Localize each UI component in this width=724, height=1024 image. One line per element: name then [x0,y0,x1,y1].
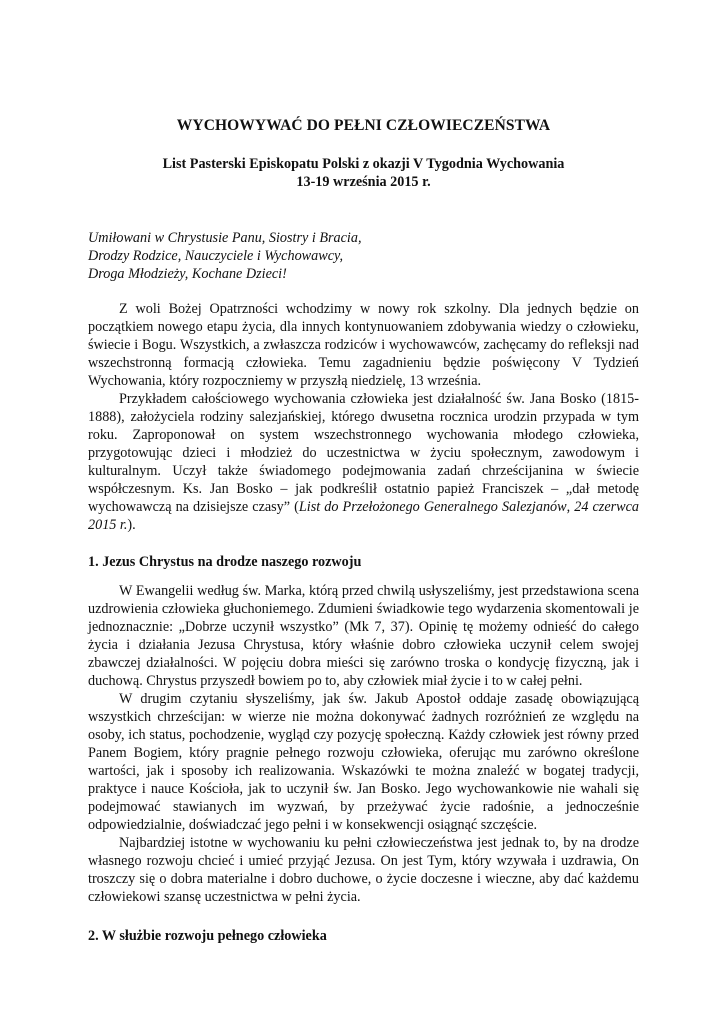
subtitle-date: 13-19 września 2015 r. [296,174,431,190]
paragraph-section1: W drugim czytaniu słyszeliśmy, jak św. Jakub Apostoł oddaje zasadę obowiązującą wszystkich chrześcijan: w wierze nie można dokonywać żadnych rozróżnień ze względu na osoby, ich status, pochodzenie, wygląd czy pozycję społeczną. Każdy człowiek jest równy przed Panem Bogiem, który pragnie pełnego rozwoju człowieka, oferując mu zarówno określone wartości, jak i sposoby ich realizowania. Wskazówki te można znaleźć w bogatej tradycji, praktyce i nauce Kościoła, jak to uczynił św. Jan Bosko. Jego wychowankowie nie wahali się podejmować stawianych im wyzwań, by przeżywać życie radośnie, a jednocześnie odpowiedzialnie, doświadczać jego pełni i w konsekwencji osiągnąć szczęście. [88,691,639,833]
salutation-line: Drodzy Rodzice, Nauczyciele i Wychowawcy, [88,248,344,264]
section-2-heading: 2. W służbie rozwoju pełnego człowieka [88,928,327,944]
citation-date: 24 czerwca 2015 r. [88,499,640,533]
salutation [88,229,639,283]
salutation-line: Droga Młodzieży, Kochane Dzieci! [88,266,287,282]
citation-closing: ). [127,517,136,533]
letter-content [88,116,639,956]
document-title: WYCHOWYWAĆ DO PEŁNI CZŁOWIECZEŃSTWA [176,117,551,134]
salutation-line: Umiłowani w Chrystusie Panu, Siostry i Bracia, [88,230,362,246]
paragraph-section1: Najbardziej istotne w wychowaniu ku pełni człowieczeństwa jest jednak to, by na drodze własnego rozwoju chcieć i umieć przyjąć Jezusa. On jest Tym, który wzywała i uzdrawia, On troszczy się o dobra materialne i dobro duchowe, o życie doczesne i wieczne, aby dać każdemu człowiekowi szansę uczestnictwa w pełni życia. [88,835,639,905]
citation-title: List do Przełożonego Generalnego Salezjanów [298,499,567,515]
paragraph-bosko [88,390,639,534]
paragraph-intro: Z woli Bożej Opatrzności wchodzimy w nowy rok szkolny. Dla jednych będzie on początkiem nowego etapu życia, dla innych kontynuowaniem zdobywania wiedzy o człowieku, świecie i Bogu. Wszystkich, a zwłaszcza rodziców i wychowawców, zachęcamy do refleksji nad wszechstronną formacją człowieka. Temu zagadnieniu będzie poświęcony V Tydzień Wychowania, który rozpoczniemy w przyszłą niedzielę, 13 września. [88,301,639,389]
paragraph-section1: W Ewangelii według św. Marka, którą przed chwilą usłyszeliśmy, jest przedstawiona scena uzdrowienia człowieka głuchoniemego. Zdumieni świadkowie tego wydarzenia skomentowali je jednoznacznie: „Dobrze uczynił wszystko” (Mk 7, 37). Opinię tę możemy odnieść do całego życia i działania Jezusa Chrystusa, który właśnie dobro człowieka uczynił celem swojej zbawczej działalności. W pojęciu dobra mieści się zarówno troska o kondycję fizyczną, jak i duchową. Chrystus przyszedł bowiem po to, aby człowiek miał życie i to w całej pełni. [88,583,639,689]
citation-separator: , [566,499,575,515]
section-1-heading: 1. Jezus Chrystus na drodze naszego rozwoju [88,554,362,570]
bosko-text: Przykładem całościowego wychowania człowieka jest działalność św. Jana Bosko (1815-1888), założyciela rodziny salezjańskiej, którego dwusetna rocznica urodzin przypada w tym roku. Zaproponował on system wszechstronnego wychowania młodego człowieka, przygotowując dzieci i młodzież do uczestnictwa w życiu społecznym, zawodowym i kulturalnym. Uczył także świadomego podejmowania zadań chrześcijanina w świecie współczesnym. Ks. Jan Bosko – jak podkreślił ostatnio papież Franciszek – „dał metodę wychowawczą na dzisiejsze czasy” ( [88,391,639,515]
subtitle-line-1: List Pasterski Episkopatu Polski z okazji V Tygodnia Wychowania [162,156,565,172]
document-subtitle [88,155,639,191]
